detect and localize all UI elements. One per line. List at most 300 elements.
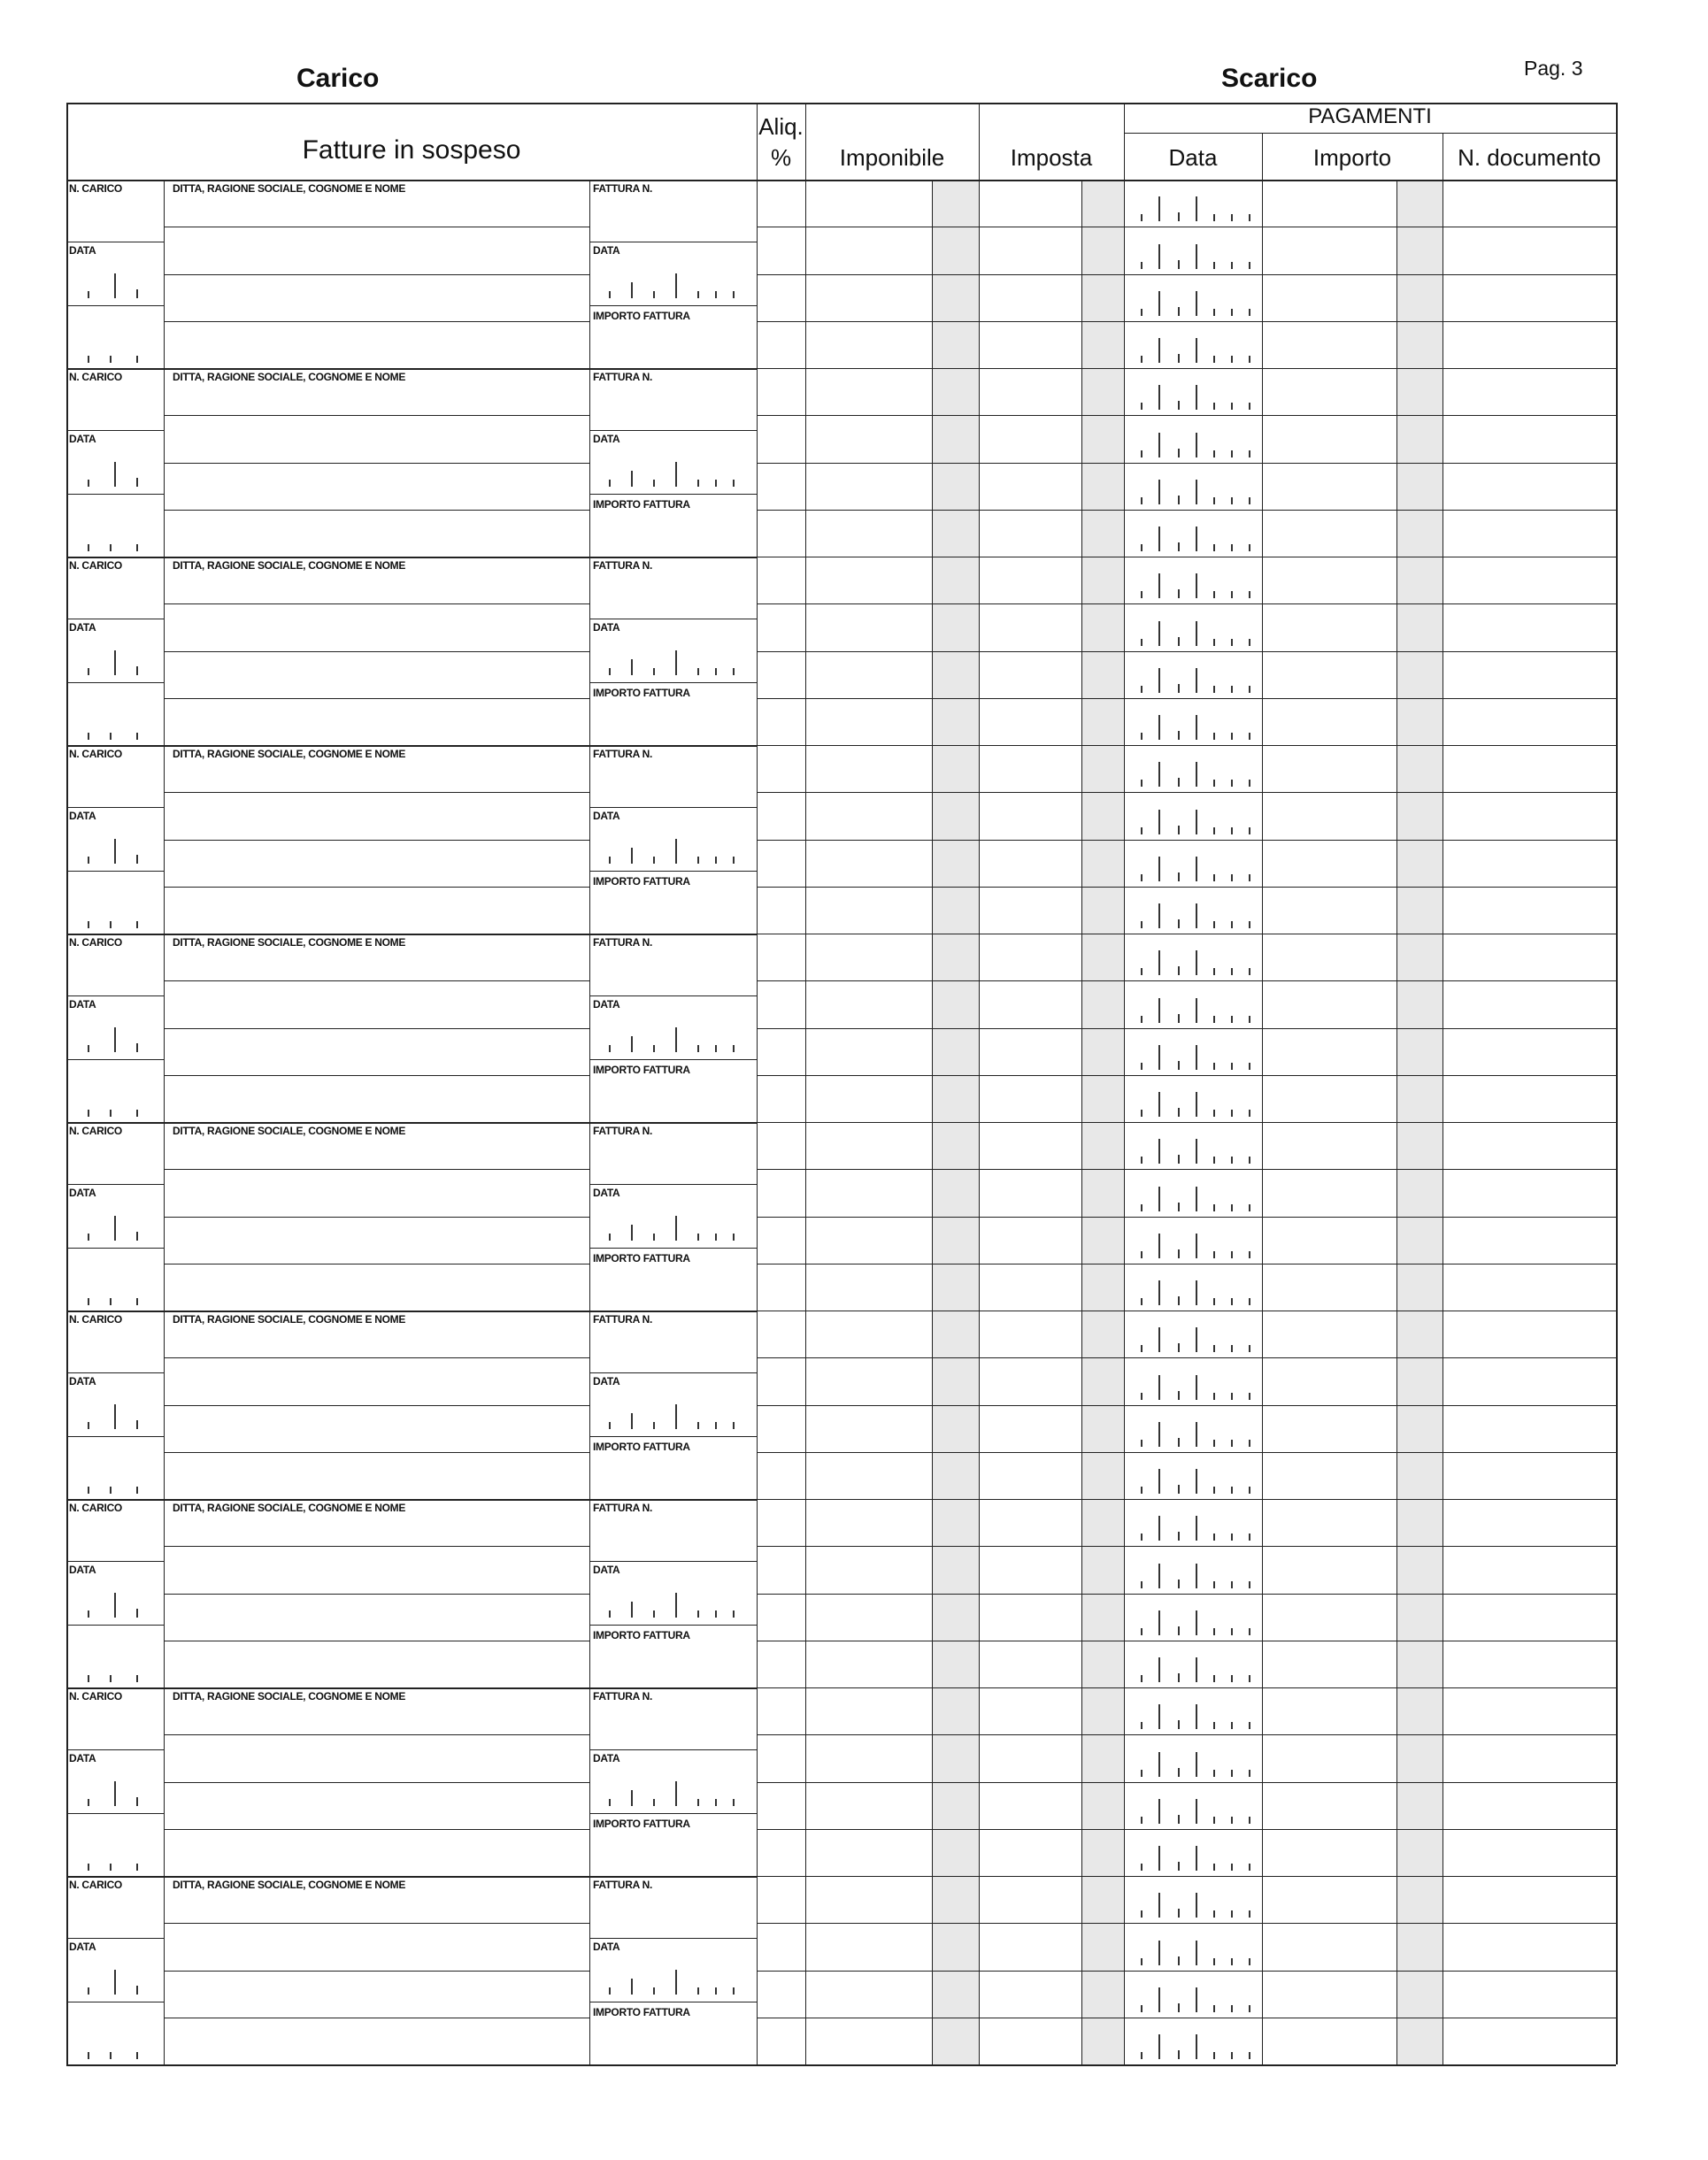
payment-date-tick [1231,1864,1233,1871]
payment-date-tick [1249,403,1250,410]
date-tick [653,1234,655,1241]
header-data: Data [1168,144,1218,171]
page-number: Pag. 3 [1524,57,1583,80]
cell-line [66,430,164,431]
payment-date-tick [1213,639,1215,646]
payment-date-tick [1196,1139,1197,1164]
payment-date-tick [1213,1298,1215,1305]
payment-date-tick [1178,1438,1180,1447]
payment-date-tick [1213,1770,1215,1777]
payment-date-tick [1158,1375,1160,1400]
payment-date-tick [1178,1862,1180,1871]
date-tick [136,356,138,363]
payment-date-tick [1249,1110,1250,1117]
row-line [757,603,1616,604]
label-data: DATA [69,810,96,822]
payment-date-tick [1178,401,1180,410]
date-tick [733,291,735,298]
label-fattura-n: FATTURA N. [593,748,652,760]
label-n-carico: N. CARICO [69,559,122,572]
row-line [757,1499,1616,1500]
payment-date-tick [1196,244,1197,269]
payment-date-tick [1249,1298,1250,1305]
payment-date-tick [1213,1628,1215,1635]
cell-line [66,1184,164,1185]
header-aliq-percent: % [770,144,792,171]
row-line [757,321,1616,322]
payment-date-tick [1213,1487,1215,1494]
payment-date-tick [1231,1534,1233,1541]
payment-date-tick [1141,1581,1143,1588]
date-tick [609,1045,611,1052]
header-fatture-in-sospeso: Fatture in sospeso [302,135,521,165]
cell-line [589,1938,757,1939]
row-line [757,1687,1616,1688]
payment-date-tick [1231,2005,1233,2012]
header-aliq: Aliq. [758,113,804,140]
date-tick [114,1027,116,1052]
date-tick [136,1420,138,1429]
payment-date-tick [1196,621,1197,646]
column-line [1124,103,1125,2064]
payment-date-tick [1213,214,1215,221]
payment-date-tick [1249,497,1250,504]
payment-date-tick [1196,1327,1197,1352]
date-tick [715,291,717,298]
payment-date-tick [1249,639,1250,646]
date-tick [136,855,138,864]
date-tick [88,1610,89,1618]
payment-date-tick [1178,1626,1180,1635]
date-tick [114,1970,116,1995]
payment-date-tick [1141,1393,1143,1400]
cell-line [589,995,757,996]
payment-date-tick [1231,450,1233,457]
date-tick [675,1781,677,1806]
payment-date-tick [1141,1345,1143,1352]
header-imposta: Imposta [1010,144,1093,171]
payment-date-tick [1213,1440,1215,1447]
cell-line [164,274,589,275]
cell-line [164,1594,589,1595]
payment-date-tick [1158,1280,1160,1305]
payment-date-tick [1141,214,1143,221]
payment-date-tick [1141,1910,1143,1918]
payment-date-tick [1196,1941,1197,1965]
payment-date-tick [1196,1987,1197,2012]
payment-date-tick [1196,1234,1197,1258]
cell-line [164,887,589,888]
block-separator [66,1876,757,1878]
date-tick [697,1234,699,1241]
payment-date-tick [1141,827,1143,834]
payment-date-tick [1178,1061,1180,1070]
date-tick [88,1045,89,1052]
payment-date-tick [1158,196,1160,221]
date-tick [88,2052,89,2059]
date-tick [88,480,89,487]
date-tick [675,1216,677,1241]
payment-date-tick [1249,544,1250,551]
payment-date-tick [1231,356,1233,363]
cell-line [66,1938,164,1939]
date-tick [88,921,89,928]
payment-date-tick [1158,244,1160,269]
date-tick [88,1422,89,1429]
cell-line [66,1372,164,1373]
header-imponibile: Imponibile [839,144,945,171]
payment-date-tick [1141,780,1143,787]
payment-date-tick [1178,966,1180,975]
date-tick [733,857,735,864]
label-data-fattura: DATA [593,1752,620,1764]
date-tick [675,1970,677,1995]
date-tick [631,282,633,298]
payment-date-tick [1196,1610,1197,1635]
payment-date-tick [1158,1846,1160,1871]
label-data: DATA [69,1187,96,1199]
payment-date-tick [1249,591,1250,598]
cell-line [164,651,589,652]
date-tick [697,857,699,864]
block-separator [66,1687,757,1689]
payment-date-tick [1141,1440,1143,1447]
label-ditta: DITTA, RAGIONE SOCIALE, COGNOME E NOME [173,1125,406,1137]
cell-line [589,682,757,683]
date-tick [136,666,138,675]
payment-date-tick [1249,356,1250,363]
payment-date-tick [1213,733,1215,740]
date-tick [114,1593,116,1618]
payment-date-tick [1231,1204,1233,1211]
date-tick [114,839,116,864]
date-tick [110,356,112,363]
payment-date-tick [1213,356,1215,363]
cell-line [589,1749,757,1750]
cell-line [164,415,589,416]
cell-line [66,1561,164,1562]
payment-date-tick [1196,1375,1197,1400]
cell-line [66,1625,164,1626]
label-importo-fattura: IMPORTO FATTURA [593,2006,690,2018]
payment-date-tick [1141,403,1143,410]
date-tick [136,544,138,551]
payment-date-tick [1196,903,1197,928]
payment-date-tick [1231,827,1233,834]
label-ditta: DITTA, RAGIONE SOCIALE, COGNOME E NOME [173,1690,406,1703]
date-tick [110,1675,112,1682]
cell-line [164,980,589,981]
frame-left [66,103,68,2064]
label-n-carico: N. CARICO [69,1125,122,1137]
label-n-carico: N. CARICO [69,182,122,195]
date-tick [88,733,89,740]
date-tick [697,1422,699,1429]
payment-date-tick [1158,1657,1160,1682]
payment-date-tick [1231,403,1233,410]
payment-date-tick [1141,1958,1143,1965]
cell-line [66,494,164,495]
payment-date-tick [1158,1941,1160,1965]
label-fattura-n: FATTURA N. [593,371,652,383]
payment-date-tick [1141,1628,1143,1635]
block-separator [66,1122,757,1124]
payment-date-tick [1249,309,1250,316]
payment-date-tick [1249,1581,1250,1588]
label-data-fattura: DATA [593,1564,620,1576]
date-tick [715,480,717,487]
payment-date-tick [1231,1581,1233,1588]
date-tick [136,1232,138,1241]
payment-date-tick [1196,291,1197,316]
payment-date-tick [1158,1516,1160,1541]
label-data: DATA [69,621,96,634]
payment-date-tick [1178,731,1180,740]
payment-date-tick [1196,2034,1197,2059]
payment-date-tick [1231,733,1233,740]
payment-date-tick [1158,1704,1160,1729]
payment-date-tick [1178,1391,1180,1400]
date-tick [114,462,116,487]
date-tick [675,273,677,298]
block-separator [66,934,757,935]
cell-line [66,305,164,306]
payment-date-tick [1249,1910,1250,1918]
payment-date-tick [1231,309,1233,316]
row-line [757,887,1616,888]
label-ditta: DITTA, RAGIONE SOCIALE, COGNOME E NOME [173,182,406,195]
date-tick [110,1298,112,1305]
date-tick [110,1487,112,1494]
label-data-fattura: DATA [593,810,620,822]
block-separator [66,745,757,747]
payment-date-tick [1249,874,1250,881]
payment-date-tick [1249,1722,1250,1729]
payment-date-tick [1141,639,1143,646]
label-data-fattura: DATA [593,433,620,445]
date-tick [136,1298,138,1305]
date-tick [631,659,633,675]
payment-date-tick [1158,1564,1160,1588]
date-tick [653,291,655,298]
date-tick [631,848,633,864]
payment-date-tick [1178,1532,1180,1541]
pagamenti-divider [1124,133,1616,134]
cell-line [164,510,589,511]
payment-date-tick [1231,214,1233,221]
date-tick [609,1799,611,1806]
cell-line [164,840,589,841]
payment-date-tick [1213,309,1215,316]
payment-date-tick [1141,450,1143,457]
row-line [757,1594,1616,1595]
payment-date-tick [1158,1327,1160,1352]
payment-date-tick [1141,1157,1143,1164]
date-tick [609,1234,611,1241]
row-line [757,274,1616,275]
payment-date-tick [1178,919,1180,928]
cell-line [66,871,164,872]
row-line [757,1876,1616,1877]
payment-date-tick [1178,1580,1180,1588]
date-tick [733,1045,735,1052]
payment-date-tick [1141,544,1143,551]
date-tick [653,1987,655,1995]
label-n-carico: N. CARICO [69,936,122,949]
payment-date-tick [1158,668,1160,693]
frame-top [66,103,1616,104]
payment-date-tick [1158,1187,1160,1211]
payment-date-tick [1213,2005,1215,2012]
payment-date-tick [1231,2052,1233,2059]
cell-line [164,1546,589,1547]
label-data-fattura: DATA [593,1187,620,1199]
payment-date-tick [1178,589,1180,598]
date-tick [631,1413,633,1429]
date-tick [631,1225,633,1241]
cell-line [164,1169,589,1170]
date-tick [675,462,677,487]
cell-line [66,682,164,683]
payment-date-tick [1213,1534,1215,1541]
date-tick [697,1045,699,1052]
payment-date-tick [1158,998,1160,1023]
payment-date-tick [1249,1864,1250,1871]
payment-date-tick [1141,1675,1143,1682]
column-line [757,103,758,2064]
date-tick [136,1986,138,1995]
label-data: DATA [69,998,96,1011]
row-line [757,1734,1616,1735]
payment-date-tick [1249,1063,1250,1070]
label-n-carico: N. CARICO [69,1690,122,1703]
payment-date-tick [1213,262,1215,269]
payment-date-tick [1196,1280,1197,1305]
payment-date-tick [1213,1016,1215,1023]
date-tick [715,1987,717,1995]
payment-date-tick [1249,1628,1250,1635]
payment-date-tick [1158,573,1160,598]
cell-line [164,1452,589,1453]
payment-date-tick [1196,480,1197,504]
payment-date-tick [1231,1157,1233,1164]
date-tick [88,544,89,551]
payment-date-tick [1231,1487,1233,1494]
date-tick [114,1781,116,1806]
label-n-carico: N. CARICO [69,371,122,383]
payment-date-tick [1196,385,1197,410]
date-tick [675,839,677,864]
cell-line [589,305,757,306]
payment-date-tick [1249,1016,1250,1023]
date-tick [136,733,138,740]
payment-date-tick [1213,1581,1215,1588]
cell-line [66,995,164,996]
payment-date-tick [1196,857,1197,881]
payment-date-tick [1196,1752,1197,1777]
payment-date-tick [1178,1909,1180,1918]
payment-date-tick [1231,1016,1233,1023]
payment-date-tick [1231,1675,1233,1682]
payment-date-tick [1196,1422,1197,1447]
payment-date-tick [1196,1045,1197,1070]
date-tick [733,1422,735,1429]
date-tick [110,544,112,551]
payment-date-tick [1196,1564,1197,1588]
date-tick [653,1045,655,1052]
date-tick [631,1602,633,1618]
payment-date-tick [1178,2050,1180,2059]
payment-date-tick [1196,1846,1197,1871]
payment-date-tick [1158,1893,1160,1918]
payment-date-tick [1196,762,1197,787]
row-line [757,1028,1616,1029]
date-tick [675,1404,677,1429]
row-line [757,792,1616,793]
payment-date-tick [1213,1722,1215,1729]
payment-date-tick [1196,573,1197,598]
label-n-carico: N. CARICO [69,748,122,760]
payment-date-tick [1141,1864,1143,1871]
date-tick [675,1593,677,1618]
date-tick [110,921,112,928]
payment-date-tick [1249,827,1250,834]
date-tick [715,1799,717,1806]
label-fattura-n: FATTURA N. [593,1690,652,1703]
payment-date-tick [1141,497,1143,504]
label-data-fattura: DATA [593,244,620,257]
payment-date-tick [1178,1956,1180,1965]
date-tick [609,668,611,675]
payment-date-tick [1196,715,1197,740]
cell-line [164,463,589,464]
payment-date-tick [1196,1092,1197,1117]
cell-line [589,1184,757,1185]
payment-date-tick [1231,1440,1233,1447]
payment-date-tick [1231,1110,1233,1117]
payment-date-tick [1178,542,1180,551]
row-line [757,840,1616,841]
payment-date-tick [1178,260,1180,269]
date-tick [715,668,717,675]
date-tick [653,668,655,675]
payment-date-tick [1178,354,1180,363]
date-tick [88,1799,89,1806]
row-line [757,1075,1616,1076]
payment-date-tick [1196,433,1197,457]
payment-date-tick [1141,309,1143,316]
label-data: DATA [69,433,96,445]
date-tick [136,1609,138,1618]
payment-date-tick [1196,998,1197,1023]
label-fattura-n: FATTURA N. [593,182,652,195]
date-tick [609,1610,611,1618]
label-ditta: DITTA, RAGIONE SOCIALE, COGNOME E NOME [173,1313,406,1326]
payment-date-tick [1178,1673,1180,1682]
payment-date-tick [1213,968,1215,975]
row-line [757,1971,1616,1972]
label-n-carico: N. CARICO [69,1313,122,1326]
payment-date-tick [1158,857,1160,881]
payment-date-tick [1249,1393,1250,1400]
cell-line [589,430,757,431]
payment-date-tick [1231,1251,1233,1258]
date-tick [715,1045,717,1052]
payment-date-tick [1158,433,1160,457]
row-line [757,1782,1616,1783]
payment-date-tick [1231,686,1233,693]
row-line [757,980,1616,981]
